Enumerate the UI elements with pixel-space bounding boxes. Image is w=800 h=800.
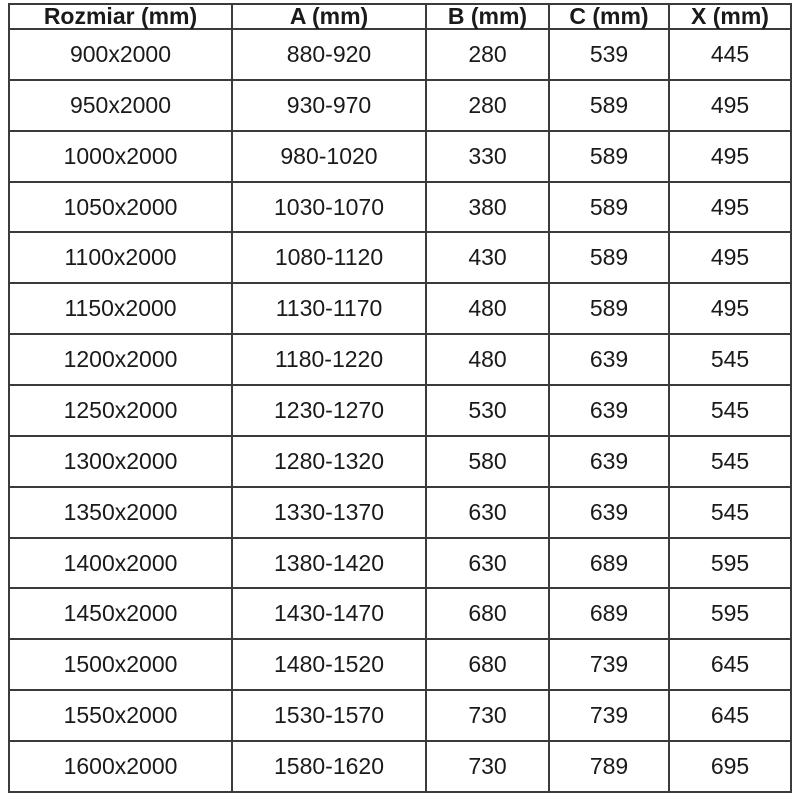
table-cell: 630 bbox=[426, 487, 549, 538]
table-cell: 1400x2000 bbox=[9, 538, 232, 589]
table-cell: 900x2000 bbox=[9, 29, 232, 80]
table-cell: 495 bbox=[669, 131, 791, 182]
table-cell: 589 bbox=[549, 80, 669, 131]
table-cell: 1250x2000 bbox=[9, 385, 232, 436]
table-cell: 880-920 bbox=[232, 29, 426, 80]
table-cell: 1350x2000 bbox=[9, 487, 232, 538]
table-cell: 1280-1320 bbox=[232, 436, 426, 487]
table-cell: 1030-1070 bbox=[232, 182, 426, 233]
table-cell: 445 bbox=[669, 29, 791, 80]
table-cell: 1550x2000 bbox=[9, 690, 232, 741]
table-cell: 589 bbox=[549, 283, 669, 334]
table-cell: 1130-1170 bbox=[232, 283, 426, 334]
table-cell: 280 bbox=[426, 80, 549, 131]
table-row bbox=[9, 487, 791, 538]
table-cell: 1300x2000 bbox=[9, 436, 232, 487]
table-cell: 1080-1120 bbox=[232, 232, 426, 283]
table-cell: 680 bbox=[426, 588, 549, 639]
table-cell: 589 bbox=[549, 182, 669, 233]
table-row bbox=[9, 690, 791, 741]
table-cell: 950x2000 bbox=[9, 80, 232, 131]
table-cell: 480 bbox=[426, 283, 549, 334]
table-cell: 639 bbox=[549, 436, 669, 487]
table-cell: 330 bbox=[426, 131, 549, 182]
table-cell: 695 bbox=[669, 741, 791, 792]
column-header: X (mm) bbox=[669, 4, 791, 29]
size-table bbox=[8, 3, 792, 793]
table-cell: 1500x2000 bbox=[9, 639, 232, 690]
column-header: B (mm) bbox=[426, 4, 549, 29]
table-cell: 1230-1270 bbox=[232, 385, 426, 436]
table-cell: 639 bbox=[549, 385, 669, 436]
table-cell: 639 bbox=[549, 487, 669, 538]
table-cell: 980-1020 bbox=[232, 131, 426, 182]
table-cell: 739 bbox=[549, 639, 669, 690]
table-cell: 930-970 bbox=[232, 80, 426, 131]
size-table-container bbox=[8, 3, 792, 793]
table-row bbox=[9, 232, 791, 283]
table-cell: 1200x2000 bbox=[9, 334, 232, 385]
table-cell: 739 bbox=[549, 690, 669, 741]
table-row bbox=[9, 588, 791, 639]
column-header: A (mm) bbox=[232, 4, 426, 29]
table-cell: 539 bbox=[549, 29, 669, 80]
table-cell: 730 bbox=[426, 690, 549, 741]
table-cell: 789 bbox=[549, 741, 669, 792]
table-cell: 689 bbox=[549, 588, 669, 639]
table-cell: 545 bbox=[669, 385, 791, 436]
table-cell: 645 bbox=[669, 639, 791, 690]
table-cell: 430 bbox=[426, 232, 549, 283]
table-cell: 1180-1220 bbox=[232, 334, 426, 385]
table-cell: 1000x2000 bbox=[9, 131, 232, 182]
table-row bbox=[9, 639, 791, 690]
table-cell: 495 bbox=[669, 232, 791, 283]
table-cell: 480 bbox=[426, 334, 549, 385]
table-row bbox=[9, 385, 791, 436]
table-cell: 730 bbox=[426, 741, 549, 792]
table-cell: 595 bbox=[669, 538, 791, 589]
table-cell: 380 bbox=[426, 182, 549, 233]
table-cell: 495 bbox=[669, 80, 791, 131]
table-cell: 589 bbox=[549, 232, 669, 283]
table-row bbox=[9, 741, 791, 792]
column-header: Rozmiar (mm) bbox=[9, 4, 232, 29]
table-row bbox=[9, 29, 791, 80]
table-cell: 580 bbox=[426, 436, 549, 487]
table-row bbox=[9, 182, 791, 233]
table-cell: 645 bbox=[669, 690, 791, 741]
table-cell: 545 bbox=[669, 487, 791, 538]
table-cell: 1330-1370 bbox=[232, 487, 426, 538]
table-cell: 1430-1470 bbox=[232, 588, 426, 639]
table-header-row bbox=[9, 4, 791, 29]
table-cell: 1580-1620 bbox=[232, 741, 426, 792]
table-row bbox=[9, 538, 791, 589]
column-header: C (mm) bbox=[549, 4, 669, 29]
table-cell: 1450x2000 bbox=[9, 588, 232, 639]
table-row bbox=[9, 283, 791, 334]
table-cell: 630 bbox=[426, 538, 549, 589]
table-cell: 1150x2000 bbox=[9, 283, 232, 334]
table-cell: 1600x2000 bbox=[9, 741, 232, 792]
table-cell: 280 bbox=[426, 29, 549, 80]
table-cell: 545 bbox=[669, 436, 791, 487]
table-row bbox=[9, 131, 791, 182]
table-body bbox=[9, 29, 791, 792]
table-row bbox=[9, 80, 791, 131]
table-cell: 1100x2000 bbox=[9, 232, 232, 283]
table-cell: 495 bbox=[669, 182, 791, 233]
table-cell: 1050x2000 bbox=[9, 182, 232, 233]
table-cell: 1480-1520 bbox=[232, 639, 426, 690]
table-row bbox=[9, 334, 791, 385]
table-cell: 1530-1570 bbox=[232, 690, 426, 741]
table-cell: 589 bbox=[549, 131, 669, 182]
table-cell: 530 bbox=[426, 385, 549, 436]
table-cell: 595 bbox=[669, 588, 791, 639]
table-cell: 1380-1420 bbox=[232, 538, 426, 589]
table-cell: 495 bbox=[669, 283, 791, 334]
table-cell: 689 bbox=[549, 538, 669, 589]
table-row bbox=[9, 436, 791, 487]
table-cell: 639 bbox=[549, 334, 669, 385]
table-cell: 680 bbox=[426, 639, 549, 690]
table-cell: 545 bbox=[669, 334, 791, 385]
